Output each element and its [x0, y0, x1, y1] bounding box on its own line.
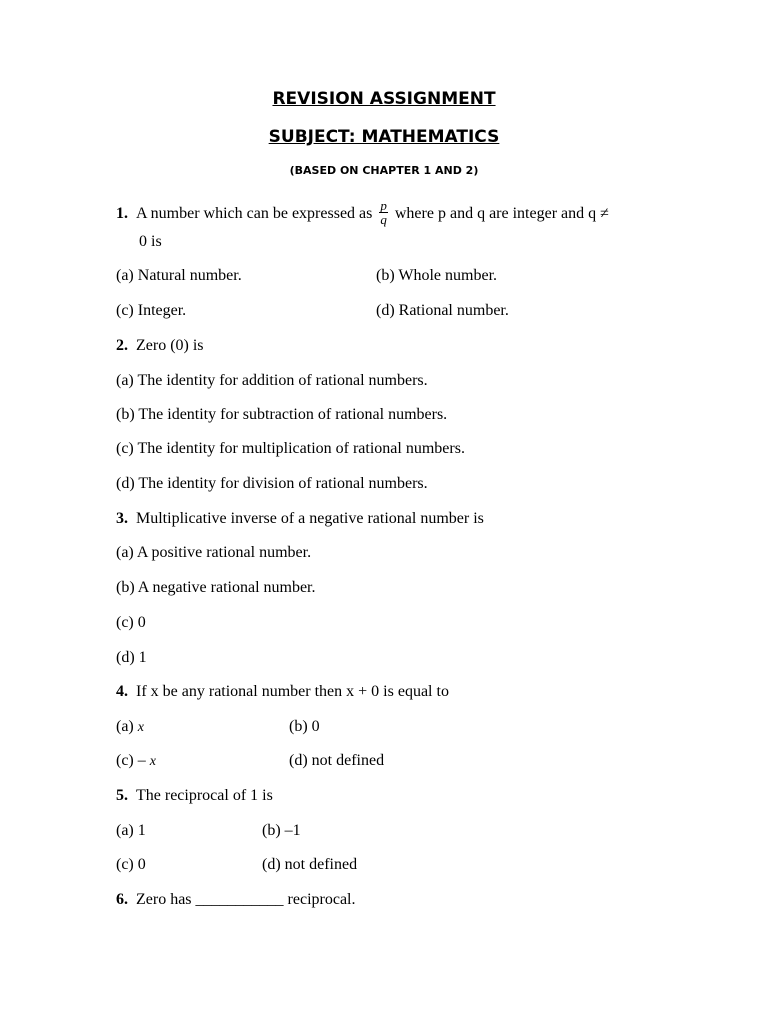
option-d: (d) Rational number. [376, 302, 509, 319]
math-variable: x [137, 720, 144, 735]
question-4 [116, 682, 449, 702]
question-text: If x be any rational number then x + 0 is equal to [136, 683, 449, 700]
subtitle: (BASED ON CHAPTER 1 AND 2) [289, 164, 479, 177]
option-label: (c) – [116, 752, 146, 769]
option-d: (d) not defined [262, 856, 358, 873]
option-b: (b) The identity for subtraction of rational numbers. [116, 406, 448, 423]
option-label: (a) [116, 718, 134, 735]
question-1 [116, 198, 609, 228]
question-number: 5. [116, 787, 128, 804]
option-a: (a) The identity for addition of rational numbers. [116, 372, 428, 389]
option-d: (d) not defined [289, 752, 385, 769]
question-3 [116, 509, 484, 529]
question-text: Multiplicative inverse of a negative rational number is [136, 510, 484, 527]
question-text: Zero (0) is [136, 337, 204, 354]
option-c: (c) The identity for multiplication of rational numbers. [116, 440, 465, 457]
option-b: (b) Whole number. [376, 267, 498, 284]
fraction-numerator: p [380, 198, 387, 213]
option-c: (c) 0 [116, 614, 146, 631]
option-b: (b) A negative rational number. [116, 579, 316, 596]
option-b: (b) –1 [262, 822, 301, 839]
question-number: 1. [116, 205, 128, 223]
question-number: 3. [116, 510, 128, 527]
option-a: (a) 1 [116, 822, 146, 839]
option-a [116, 717, 144, 738]
option-a: (a) A positive rational number. [116, 544, 312, 561]
question-text: A number which can be expressed as [136, 205, 373, 223]
title: REVISION ASSIGNMENT [272, 89, 496, 109]
question-1-continuation: 0 is [139, 233, 162, 250]
question-number: 2. [116, 337, 128, 354]
option-b: (b) 0 [289, 718, 320, 735]
question-text: The reciprocal of 1 is [136, 787, 273, 804]
question-5 [116, 786, 273, 806]
question-text: Zero has ___________ reciprocal. [136, 891, 356, 908]
subject-heading: SUBJECT: MATHEMATICS [268, 127, 500, 147]
question-number: 4. [116, 683, 128, 700]
option-d: (d) The identity for division of rational numbers. [116, 475, 428, 492]
question-2 [116, 336, 204, 356]
math-variable: x [149, 754, 156, 769]
question-6 [116, 890, 355, 910]
option-c: (c) Integer. [116, 302, 187, 319]
option-d: (d) 1 [116, 649, 147, 666]
option-c [116, 751, 156, 772]
fraction-p-over-q [379, 199, 388, 226]
question-number: 6. [116, 891, 128, 908]
option-a: (a) Natural number. [116, 267, 242, 284]
fraction-denominator: q [380, 212, 387, 227]
question-text-continued: where p and q are integer and q ≠ [394, 205, 609, 223]
option-c: (c) 0 [116, 856, 146, 873]
